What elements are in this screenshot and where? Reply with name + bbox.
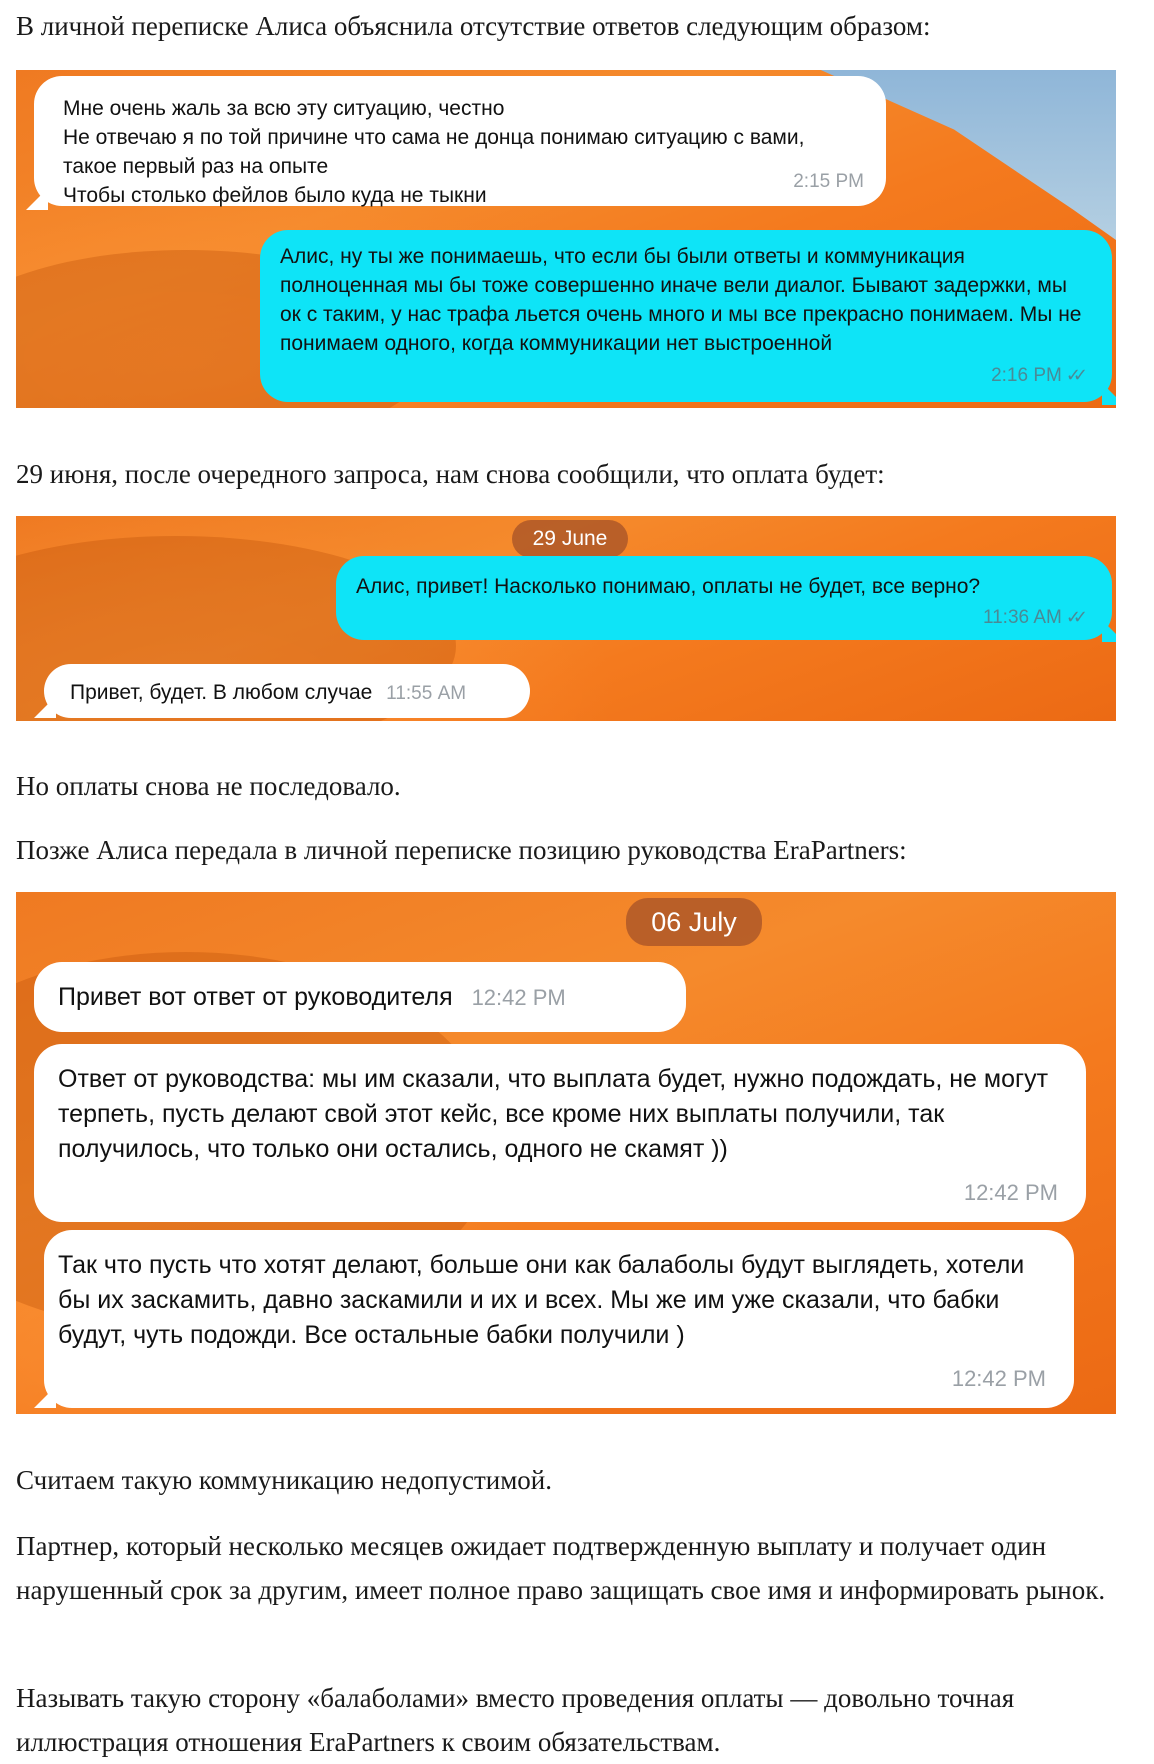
chat-screenshot-3 bbox=[16, 892, 1116, 1414]
article-paragraph: Но оплаты снова не последовало. bbox=[16, 771, 401, 801]
incoming-message[interactable] bbox=[34, 1044, 1086, 1222]
double-check-icon: ✓✓ bbox=[1065, 607, 1080, 627]
message-time: 11:36 AM bbox=[982, 607, 1062, 628]
message-time: 12:42 PM bbox=[963, 1180, 1058, 1205]
chat-screenshot-2 bbox=[16, 516, 1116, 721]
message-text: Алис, привет! Насколько понимаю, оплаты не будет, все верно? bbox=[356, 575, 981, 598]
incoming-message[interactable] bbox=[34, 962, 686, 1032]
message-time: 12:42 PM bbox=[471, 985, 566, 1010]
message-time: 12:42 PM bbox=[951, 1366, 1046, 1391]
article-paragraph: В личной переписке Алиса объяснила отсутствие ответов следующим образом: bbox=[16, 11, 931, 41]
message-text: Алис, ну ты же понимаешь, что если бы были ответы и коммуникация полноценная мы бы тоже совершенно иначе вели диалог. Бывают задержки, мы ок с таким, у нас трафа льется очень много и мы все прекрасно понимаем. Мы не понимаем одного, когда коммуникации нет выстроенной bbox=[280, 245, 1082, 355]
message-time: 2:15 PM bbox=[793, 171, 864, 192]
article-paragraph: Называть такую сторону «балаболами» вместо проведения оплаты — довольно точная иллюстрация отношения EraPartners к своим обязательствам. bbox=[16, 1683, 1015, 1757]
article-paragraph: 29 июня, после очередного запроса, нам снова сообщили, что оплата будет: bbox=[16, 459, 885, 489]
message-time: 2:16 PM bbox=[991, 365, 1062, 386]
date-separator: 29 June bbox=[512, 520, 628, 558]
message-time: 11:55 AM bbox=[386, 683, 467, 704]
incoming-message[interactable] bbox=[44, 664, 530, 718]
incoming-message[interactable] bbox=[34, 76, 886, 206]
message-text: Привет вот ответ от руководителя bbox=[58, 983, 453, 1011]
message-text: Так что пусть что хотят делают, больше они как балаболы будут выглядеть, хотели бы их заскамить, давно заскамили и их и всех. Мы же им уже сказали, что бабки будут, чуть подожди. Все остальные бабки получили ) bbox=[58, 1251, 1025, 1349]
message-text: Привет, будет. В любом случае bbox=[70, 681, 373, 704]
message-text: Мне очень жаль за всю эту ситуацию, честно Не отвечаю я по той причине что сама не донца понимаю ситуацию с вами, такое первый раз на опыте Чтобы столько фейлов было куда не тыкни bbox=[63, 97, 805, 207]
article-paragraph: Партнер, который несколько месяцев ожидает подтвержденную выплату и получает один нарушенный срок за другим, имеет полное право защищать свое имя и информировать рынок. bbox=[16, 1531, 1106, 1605]
outgoing-message[interactable] bbox=[260, 230, 1112, 402]
chat-screenshot-1 bbox=[16, 70, 1116, 408]
date-separator: 06 July bbox=[626, 898, 762, 946]
outgoing-message[interactable] bbox=[336, 556, 1112, 640]
article-paragraph: Позже Алиса передала в личной переписке позицию руководства EraPartners: bbox=[16, 835, 907, 865]
article-paragraph: Считаем такую коммуникацию недопустимой. bbox=[16, 1465, 552, 1495]
double-check-icon: ✓✓ bbox=[1065, 365, 1080, 385]
message-text: Ответ от руководства: мы им сказали, что выплата будет, нужно подождать, не могут терпеть, пусть делают свой этот кейс, все кроме них выплаты получили, так получилось, что только они остались, одного не скамят )) bbox=[58, 1065, 1049, 1163]
incoming-message[interactable] bbox=[44, 1230, 1074, 1408]
